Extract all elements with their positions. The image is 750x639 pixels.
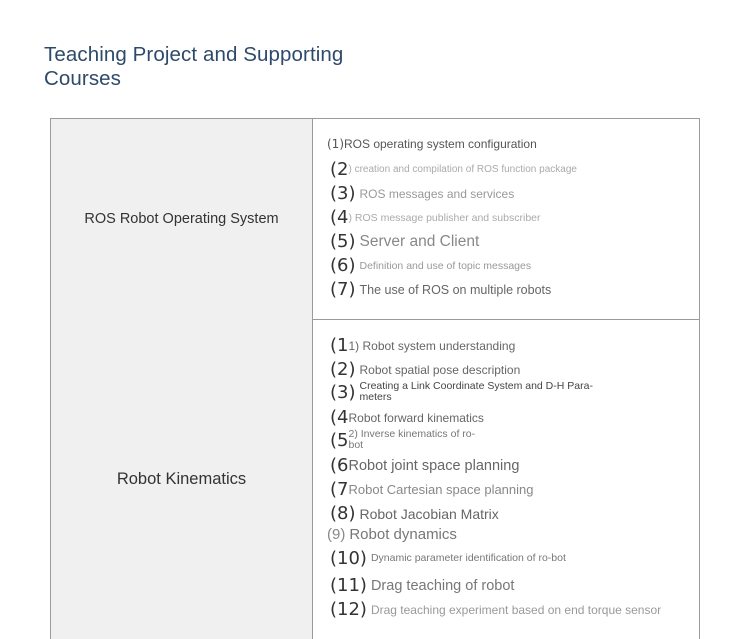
list-item: (3) ROS messages and services	[330, 183, 515, 204]
list-item: (10) Dynamic parameter identification of ro-bot	[330, 548, 566, 569]
course-table	[50, 118, 700, 639]
page-title: Teaching Project and Supporting Courses	[44, 43, 344, 90]
list-item: (1 1) Robot system understanding	[330, 335, 516, 356]
list-item: (4 ) ROS message publisher and subscriber	[330, 207, 541, 228]
table-row	[51, 319, 699, 639]
list-item: (11) Drag teaching of robot	[330, 575, 515, 596]
list-item: (1) ROS operating system configuration	[327, 137, 537, 151]
course-name: ROS Robot Operating System	[84, 211, 279, 227]
list-item: (8) Robot Jacobian Matrix	[330, 503, 499, 524]
course-name-cell	[51, 319, 313, 639]
list-item: (2) Robot spatial pose description	[330, 359, 521, 380]
list-item: (7 Robot Cartesian space planning	[330, 479, 534, 500]
list-item: (7) The use of ROS on multiple robots	[330, 279, 552, 300]
list-item: (5 2) Inverse kinematics of ro-bot	[330, 428, 476, 451]
list-item: (6 Robot joint space planning	[330, 455, 520, 476]
table-row	[51, 119, 699, 320]
list-item: (6) Definition and use of topic messages	[330, 255, 532, 276]
list-item: (12) Drag teaching experiment based on end torque sensor	[330, 599, 662, 620]
list-item: (5) Server and Client	[330, 231, 480, 252]
list-item: (3) Creating a Link Coordinate System and D-H Para-meters	[330, 380, 593, 403]
course-name-cell	[51, 119, 313, 319]
list-item: (2 ) creation and compilation of ROS function package	[330, 159, 577, 180]
list-item: (4 Robot forward kinematics	[330, 407, 484, 428]
course-name: Robot Kinematics	[116, 469, 247, 488]
list-item: (9) Robot dynamics	[327, 526, 457, 543]
